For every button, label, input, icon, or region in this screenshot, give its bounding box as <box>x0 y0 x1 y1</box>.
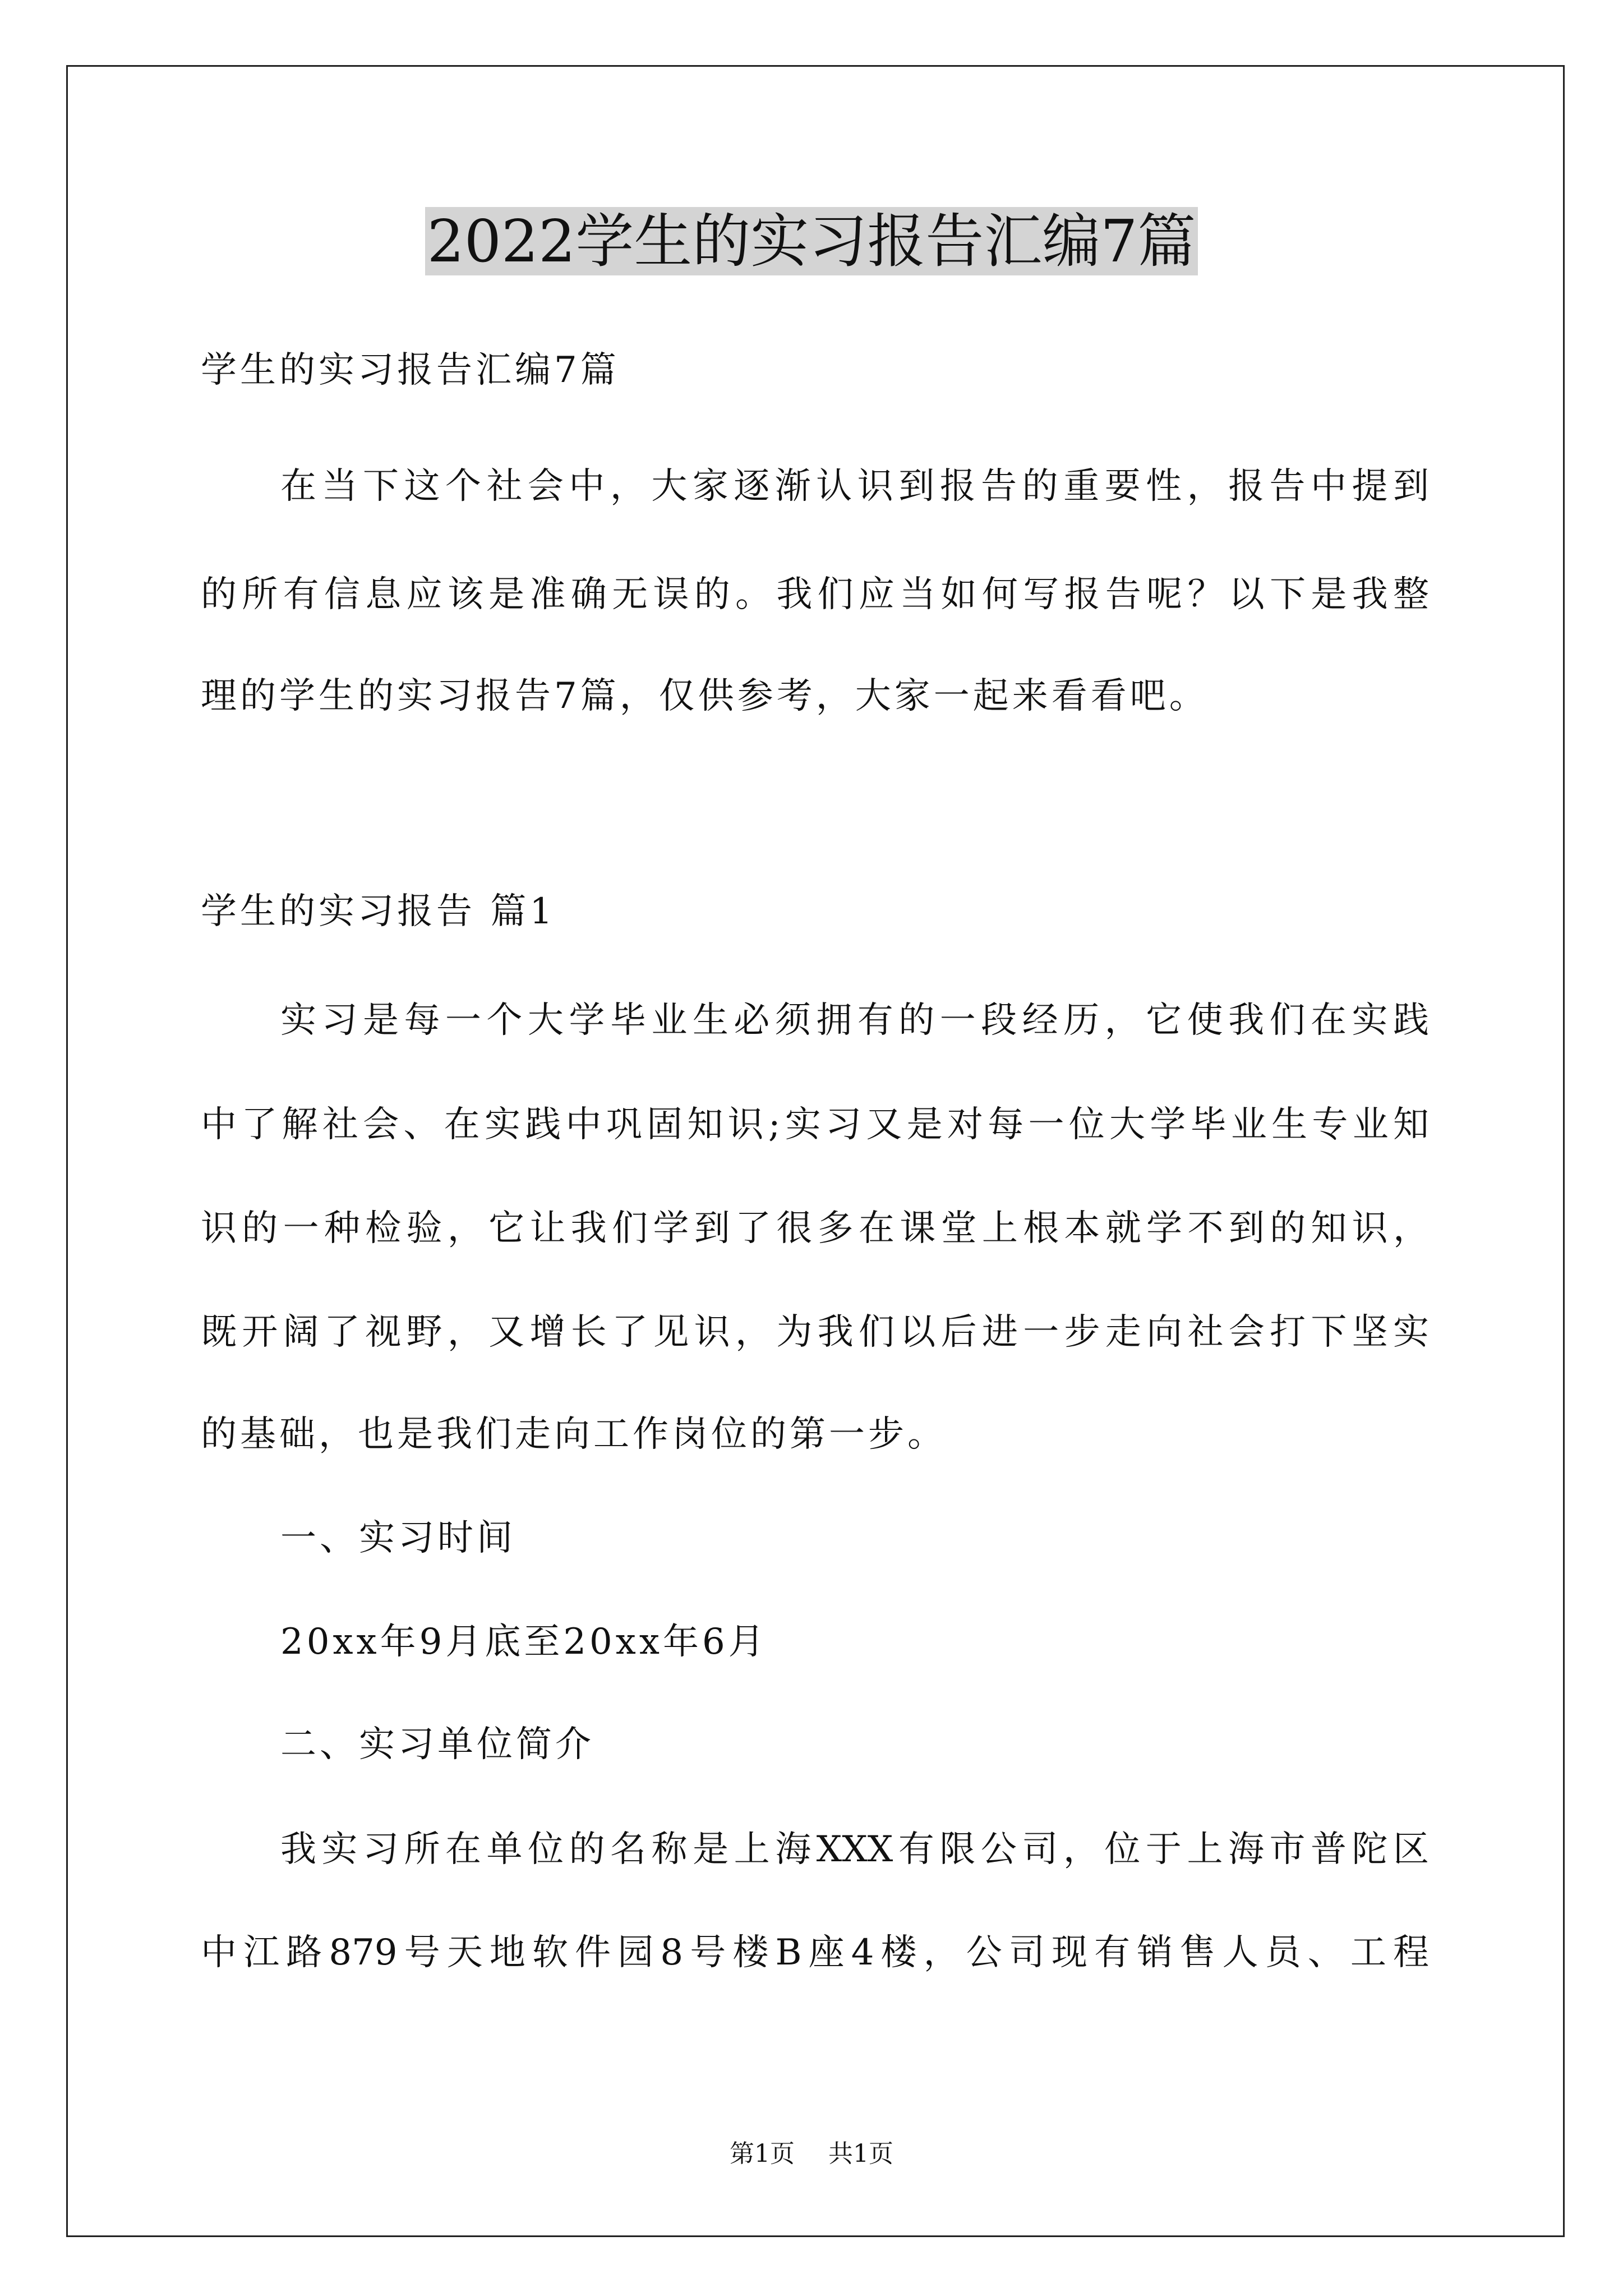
section-body-line-3: 识的一种检验，它让我们学到了很多在课堂上根本就学不到的知识， <box>201 1208 1429 1249</box>
section-body-line-5: 的基础，也是我们走向工作岗位的第一步。 <box>201 1414 947 1455</box>
document-title <box>0 199 1623 283</box>
document-subtitle: 学生的实习报告汇编7篇 <box>201 349 620 391</box>
page-footer <box>0 2137 1623 2171</box>
section-body-line-4: 既开阔了视野，又增长了见识，为我们以后进一步走向社会打下坚实 <box>201 1312 1429 1353</box>
footer-page-number: 第1页 <box>730 2139 795 2168</box>
section-body-line-2: 中了解社会、在实践中巩固知识;实习又是对每一位大学毕业生专业知 <box>201 1104 1429 1145</box>
item-2-heading: 二、实习单位简介 <box>280 1724 594 1765</box>
item-1-body: 20xx年9月底至20xx年6月 <box>280 1621 768 1663</box>
item-2-body-line-1: 我实习所在单位的名称是上海XXX有限公司，位于上海市普陀区 <box>280 1829 1429 1870</box>
intro-line-2: 的所有信息应该是准确无误的。我们应当如何写报告呢？以下是我整 <box>201 574 1429 615</box>
item-1-heading: 一、实习时间 <box>280 1517 516 1559</box>
document-title-text: 2022学生的实习报告汇编7篇 <box>425 207 1198 275</box>
intro-line-1: 在当下这个社会中，大家逐渐认识到报告的重要性，报告中提到 <box>280 466 1429 507</box>
section-heading: 学生的实习报告 篇1 <box>201 891 556 932</box>
footer-total-pages: 共1页 <box>828 2139 893 2168</box>
intro-line-3: 理的学生的实习报告7篇，仅供参考，大家一起来看看吧。 <box>201 675 1209 717</box>
item-2-body-line-2: 中江路879号天地软件园8号楼B座4楼，公司现有销售人员、工程 <box>201 1932 1429 1973</box>
section-body-line-1: 实习是每一个大学毕业生必须拥有的一段经历，它使我们在实践 <box>280 1000 1429 1041</box>
